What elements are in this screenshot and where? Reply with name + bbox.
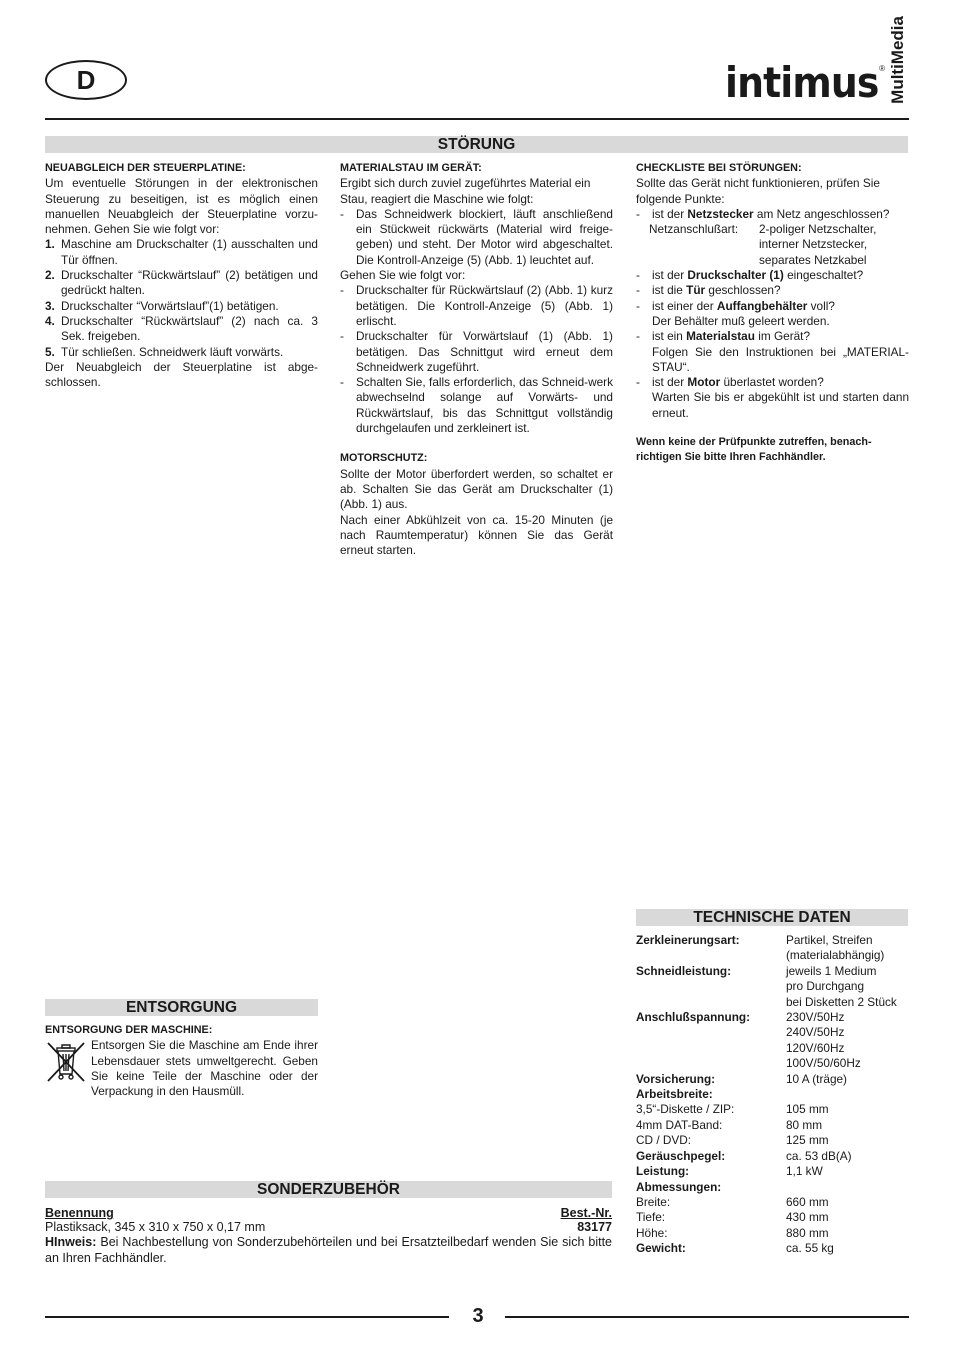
language-code: D xyxy=(76,64,96,95)
paragraph: Sollte der Motor überfordert werden, so schaltet er ab. Schalten Sie das Gerät am Druckschalter (1) (Abb. 1) aus. xyxy=(340,466,613,512)
table-row: Plastiksack, 345 x 310 x 750 x 0,17 mm 83177 xyxy=(45,1220,612,1234)
section-title-stoerung: STÖRUNG xyxy=(45,136,908,153)
spec-value: 80 mm xyxy=(786,1117,823,1132)
spec-value: 120V/60Hz xyxy=(786,1040,845,1055)
subheading-neuabgleich: NEUABGLEICH DER STEUERPLATINE: xyxy=(45,162,246,174)
spec-value: 125 mm xyxy=(786,1133,829,1148)
spec-value: 1,1 kW xyxy=(786,1164,823,1179)
spec-value: 230V/50Hz xyxy=(786,1010,845,1025)
spec-row xyxy=(636,1087,909,1102)
spec-row xyxy=(636,979,909,994)
check-item: - ist der Netzstecker am Netz angeschlossen? xyxy=(636,206,890,221)
spec-row xyxy=(636,1195,909,1210)
spec-key xyxy=(636,1025,786,1040)
section-title-sonderzubehoer: SONDERZUBEHÖR xyxy=(45,1181,612,1198)
spec-key: Abmessungen: xyxy=(636,1179,722,1194)
stoerung-col-1 xyxy=(45,161,318,390)
check-item: - ist ein Materialstau im Gerät? Folgen Sie den Instruktionen bei „MATERIAL-STAU“. xyxy=(636,329,909,374)
spec-row xyxy=(636,1149,909,1164)
check-item: - ist der Motor überlastet worden? Warten Sie bis er abgekühlt ist und starten dann erneut. xyxy=(636,375,909,420)
spec-row xyxy=(636,1010,909,1025)
subheading-materialstau: MATERIALSTAU IM GERÄT: xyxy=(340,162,482,174)
list-item: - Druckschalter für Rückwärtslauf (2) (Abb. 1) kurz betätigen. Die Kontroll-Anzeige (5) (Abb. 1) erlischt. xyxy=(340,283,613,328)
spec-value: 105 mm xyxy=(786,1102,829,1117)
spec-value: (materialabhängig) xyxy=(786,948,885,963)
spec-value: 880 mm xyxy=(786,1225,829,1240)
spec-row xyxy=(636,995,909,1010)
logo-subtitle: MultiMedia xyxy=(888,16,907,104)
paragraph: Gehen Sie wie folgt vor: xyxy=(340,268,466,283)
spec-table xyxy=(636,933,909,1257)
page-number: 3 xyxy=(472,1305,484,1327)
check-item: - ist einer der Auffangbehälter voll? Der Behälter muß geleert werden. xyxy=(636,298,835,328)
spec-key: Höhe: xyxy=(636,1225,668,1240)
spec-key xyxy=(636,979,786,994)
spec-row xyxy=(636,933,909,948)
subheading-motorschutz: MOTORSCHUTZ: xyxy=(340,452,428,465)
spec-value: jeweils 1 Medium xyxy=(786,963,877,978)
stoerung-col-2 xyxy=(340,161,613,558)
list-item: 2. Druckschalter “Rückwärtslauf” (2) betätigen und gedrückt halten. xyxy=(45,268,318,298)
check-item: - ist der Druckschalter (1) eingeschaltet? xyxy=(636,268,864,283)
paragraph: Ergibt sich durch zuviel zugeführtes Material ein Stau, reagiert die Maschine wie folgt: xyxy=(340,176,591,206)
spec-key: Leistung: xyxy=(636,1164,690,1179)
spec-row xyxy=(636,1210,909,1225)
entsorgung-body xyxy=(45,1023,318,1099)
spec-row xyxy=(636,1056,909,1071)
spec-key: Zerkleinerungsart: xyxy=(636,933,740,947)
paragraph: Entsorgen Sie die Maschine am Ende ihrer Lebensdauer stets umweltgerecht. Geben Sie keine Teile der Maschine oder der Verpackung in den Hausmüll. xyxy=(91,1038,318,1099)
spec-key: Arbeitsbreite: xyxy=(636,1087,713,1102)
stoerung-col-3 xyxy=(636,161,909,465)
spec-value: ca. 55 kg xyxy=(786,1241,834,1256)
list-item: - Schalten Sie, falls erforderlich, das Schneid-werk abwechselnd solange auf Vorwärts- und Rückwärtslauf, bis das Schnittgut vollständig durchgelaufen und zerkleinert ist. xyxy=(340,375,613,436)
spec-key: 3,5“-Diskette / ZIP: xyxy=(636,1102,735,1117)
netzanschluss-block: Netzanschlußart: 2-poliger Netzschalter, interner Netzstecker, separates Netzkabel xyxy=(649,222,877,267)
col-bestnr: Best.-Nr. xyxy=(560,1206,612,1220)
spec-value: 10 A (träge) xyxy=(786,1071,847,1086)
spec-row xyxy=(636,1226,909,1241)
spec-key: Breite: xyxy=(636,1194,671,1209)
list-item: - Das Schneidwerk blockiert, läuft anschließend ein Stückweit rückwärts (Material wird freige-geben) und steht. Der Motor wird abgeschaltet. Die Kontroll-Anzeige (5) (Abb. 1) leuchtet auf. xyxy=(340,206,613,267)
spec-value: pro Durchgang xyxy=(786,979,865,994)
spec-key: 4mm DAT-Band: xyxy=(636,1117,723,1132)
spec-row xyxy=(636,1241,909,1256)
paragraph: Um eventuelle Störungen in der elektronischen Steuerung zu beseitigen, ist es möglich einen manuellen Neuabgleich der Steuerplatine vorzu-nehmen. Gehen Sie wie folgt vor: xyxy=(45,176,318,237)
spec-key: Anschlußspannung: xyxy=(636,1010,751,1025)
spec-key xyxy=(636,1056,786,1071)
footer-rule-left xyxy=(45,1316,449,1318)
spec-row xyxy=(636,1041,909,1056)
list-item: 4. Druckschalter “Rückwärtslauf” (2) nach ca. 3 Sek. freigeben. xyxy=(45,313,318,344)
spec-key: Gewicht: xyxy=(636,1241,686,1256)
hint-paragraph: HInweis: Bei Nachbestellung von Sonderzubehörteilen und bei Ersatzteilbedarf wenden Sie sich bitte an Ihren Fachhändler. xyxy=(45,1235,612,1265)
header-rule xyxy=(45,118,909,120)
spec-value: 430 mm xyxy=(786,1210,829,1225)
spec-row xyxy=(636,1072,909,1087)
list-item: 5. Tür schließen. Schneidwerk läuft vorwärts. xyxy=(45,344,284,359)
accessory-table xyxy=(45,1206,612,1266)
spec-value: 100V/50/60Hz xyxy=(786,1056,861,1071)
logo-word: intimus xyxy=(724,58,879,107)
spec-row xyxy=(636,1025,909,1040)
spec-row xyxy=(636,948,909,963)
logo-registered: ® xyxy=(879,64,885,73)
list-item: 1. Maschine am Druckschalter (1) ausschalten und Tür öffnen. xyxy=(45,237,318,267)
spec-row xyxy=(636,1180,909,1195)
paragraph: Der Neuabgleich der Steuerplatine ist abge-schlossen. xyxy=(45,359,318,390)
accessory-header xyxy=(45,1206,612,1220)
spec-value: 240V/50Hz xyxy=(786,1025,845,1040)
closing-note: Wenn keine der Prüfpunkte zutreffen, benach-richtigen Sie bitte Ihren Fachhändler. xyxy=(636,436,872,464)
spec-row xyxy=(636,1118,909,1133)
section-title-entsorgung: ENTSORGUNG xyxy=(45,999,318,1016)
language-badge xyxy=(45,60,127,100)
spec-key: CD / DVD: xyxy=(636,1133,692,1148)
spec-value: Partikel, Streifen xyxy=(786,933,873,947)
section-title-technische-daten: TECHNISCHE DATEN xyxy=(636,909,908,926)
spec-key: Schneidleistung: xyxy=(636,963,732,978)
spec-key xyxy=(636,1041,786,1056)
spec-row xyxy=(636,964,909,979)
spec-value: bei Disketten 2 Stück xyxy=(786,994,897,1009)
spec-row xyxy=(636,1164,909,1179)
spec-value: 660 mm xyxy=(786,1194,829,1209)
spec-key: Tiefe: xyxy=(636,1210,666,1225)
spec-key xyxy=(636,995,786,1010)
paragraph: Sollte das Gerät nicht funktionieren, prüfen Sie folgende Punkte: xyxy=(636,176,880,206)
list-item: 3. Druckschalter “Vorwärtslauf”(1) betätigen. xyxy=(45,298,279,313)
spec-row xyxy=(636,1133,909,1148)
spec-key: Geräuschpegel: xyxy=(636,1148,726,1163)
brand-logo xyxy=(708,16,908,107)
spec-key xyxy=(636,948,786,963)
spec-value: ca. 53 dB(A) xyxy=(786,1148,852,1163)
crossed-bin-icon xyxy=(45,1038,91,1099)
spec-row xyxy=(636,1102,909,1117)
subheading-checkliste: CHECKLISTE BEI STÖRUNGEN: xyxy=(636,162,802,174)
paragraph: Nach einer Abkühlzeit von ca. 15-20 Minuten (je nach Raumtemperatur) können Sie das Gerät erneut starten. xyxy=(340,512,613,558)
subheading-entsorgung: ENTSORGUNG DER MASCHINE: xyxy=(45,1024,213,1036)
footer-rule-right xyxy=(505,1316,909,1318)
check-item: - ist die Tür geschlossen? xyxy=(636,283,781,298)
spec-key: Vorsicherung: xyxy=(636,1071,716,1086)
col-benennung: Benennung xyxy=(45,1206,114,1220)
list-item: - Druckschalter für Vorwärtslauf (1) (Abb. 1) betätigen. Das Schnittgut wird erneut dem Schneidwerk zugeführt. xyxy=(340,329,613,374)
